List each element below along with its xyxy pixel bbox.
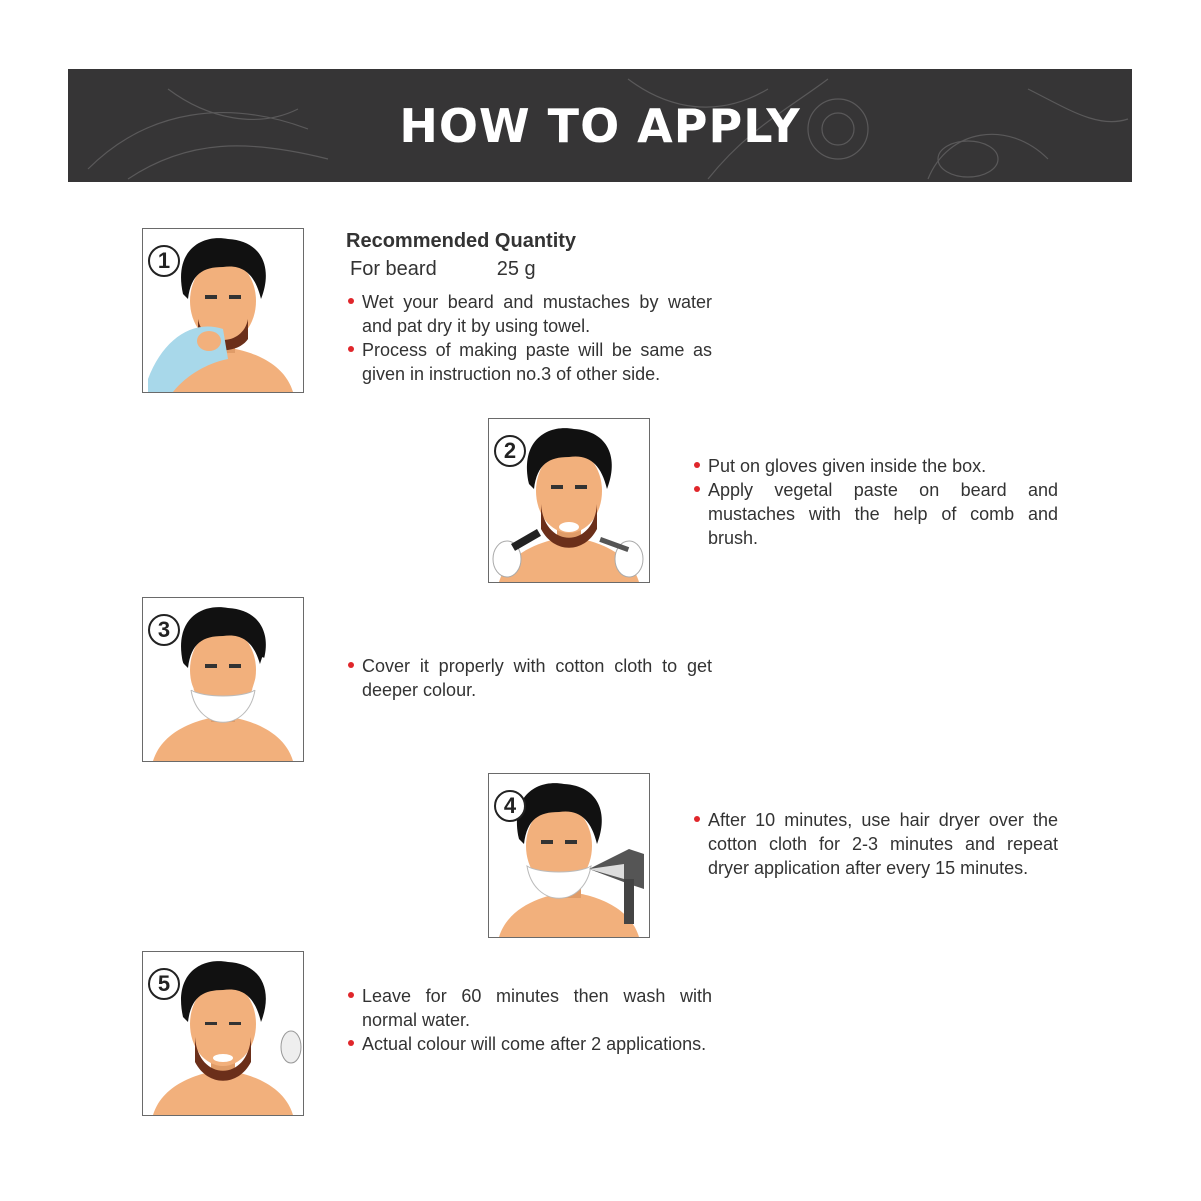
step-1-illustration — [142, 228, 304, 393]
step-3-text — [346, 654, 712, 702]
step-2-illustration — [488, 418, 650, 583]
instruction-bullet: Leave for 60 minutes then wash with normal water. — [346, 984, 712, 1032]
step-number: 4 — [494, 790, 526, 822]
step-1-text — [346, 228, 712, 386]
quantity-label: For beard — [350, 258, 437, 280]
instruction-bullet: After 10 minutes, use hair dryer over the cotton cloth for 2-3 minutes and repeat dryer application after every 15 minutes. — [692, 808, 1058, 880]
step-4-illustration — [488, 773, 650, 938]
instruction-bullet: Put on gloves given inside the box. — [692, 454, 1058, 478]
step-5-illustration — [142, 951, 304, 1116]
quantity-row — [346, 254, 712, 284]
step-3-illustration — [142, 597, 304, 762]
instruction-bullet: Process of making paste will be same as given in instruction no.3 of other side. — [346, 338, 712, 386]
step-number: 2 — [494, 435, 526, 467]
instruction-bullet: Actual colour will come after 2 applications. — [346, 1032, 712, 1056]
step-number: 3 — [148, 614, 180, 646]
quantity-amount: 25 g — [496, 258, 536, 280]
quantity-title: Recommended Quantity — [346, 230, 577, 252]
step-number: 1 — [148, 245, 180, 277]
header-banner — [68, 69, 1132, 182]
instruction-bullet: Cover it properly with cotton cloth to get deeper colour. — [346, 654, 712, 702]
step-number: 5 — [148, 968, 180, 1000]
step-2-text — [692, 454, 1058, 550]
step-4-text — [692, 808, 1058, 880]
instruction-bullet: Apply vegetal paste on beard and mustaches with the help of comb and brush. — [692, 478, 1058, 550]
instruction-bullet: Wet your beard and mustaches by water and pat dry it by using towel. — [346, 290, 712, 338]
page-title: HOW TO APPLY — [399, 99, 801, 153]
step-5-text — [346, 984, 712, 1056]
